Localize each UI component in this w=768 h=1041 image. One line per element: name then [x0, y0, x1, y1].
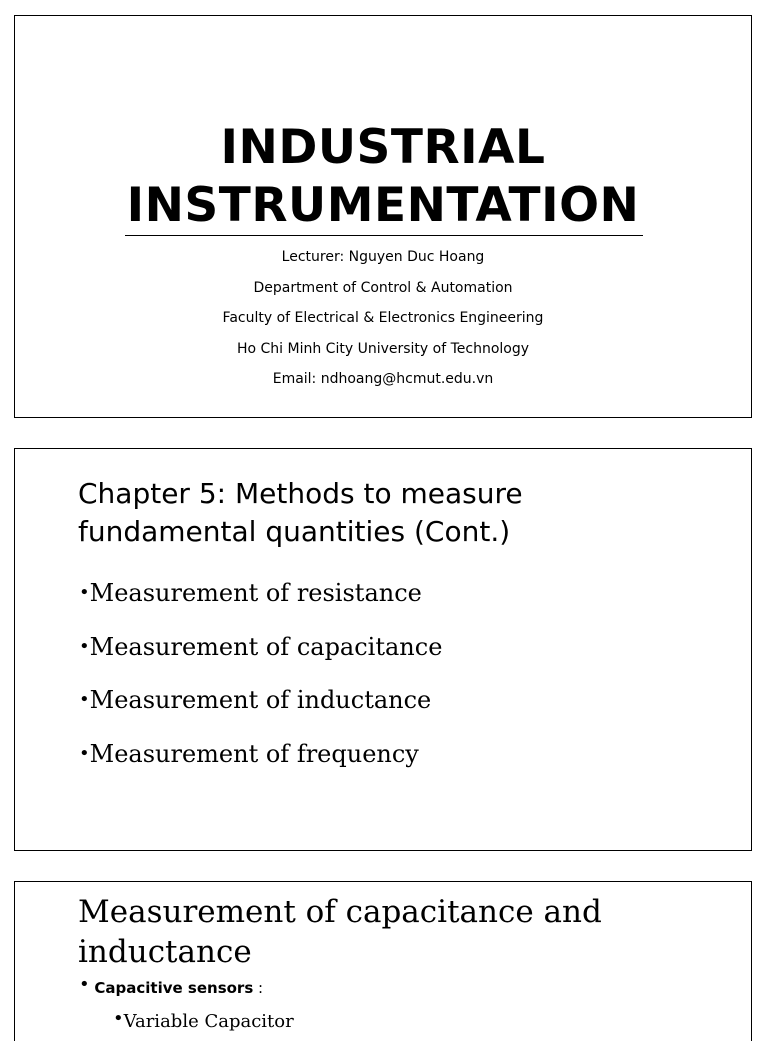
- title-line-2: INSTRUMENTATION: [126, 178, 640, 233]
- slide-title: Measurement of capacitance and inductance: [78, 894, 602, 970]
- lecturer-name: Lecturer: Nguyen Duc Hoang: [281, 249, 485, 265]
- list-item: [79, 627, 442, 681]
- topic-list: [79, 573, 442, 787]
- capacitance-slide: [14, 881, 752, 1041]
- department: Department of Control & Automation: [253, 279, 513, 296]
- chapter-slide: [14, 448, 752, 851]
- sub-list-item: [113, 1008, 294, 1032]
- presentation-title: [15, 119, 751, 235]
- list-item: [79, 974, 263, 997]
- list-item-text: Measurement of capacitance: [89, 632, 443, 661]
- chapter-title-line-1: Chapter 5: Methods to measure: [78, 477, 523, 510]
- list-item-text: Measurement of frequency: [89, 739, 419, 768]
- list-item: [79, 734, 442, 788]
- bullet-icon: •: [79, 582, 90, 603]
- list-item-text: Measurement of inductance: [89, 686, 432, 714]
- list-item: [79, 680, 442, 734]
- university: Ho Chi Minh City University of Technology: [236, 340, 530, 357]
- bullet-icon: •: [79, 974, 90, 995]
- title-divider: [125, 235, 643, 236]
- title-slide: [14, 15, 752, 418]
- bullet-icon: •: [79, 635, 90, 657]
- list-item-text: Measurement of resistance: [89, 579, 422, 607]
- sub-list-item-text: Variable Capacitor: [123, 1011, 294, 1032]
- lecturer-info: [15, 245, 751, 398]
- bullet-icon: •: [79, 742, 90, 764]
- label-suffix: :: [253, 979, 264, 997]
- title-line-1: INDUSTRIAL: [220, 120, 546, 175]
- bullet-icon: •: [79, 689, 90, 710]
- faculty: Faculty of Electrical & Electronics Engineering: [222, 310, 544, 326]
- chapter-title-line-2: fundamental quantities (Cont.): [78, 515, 511, 548]
- chapter-title: [78, 475, 523, 551]
- list-item: [79, 573, 442, 627]
- capacitive-sensors-label: Capacitive sensors: [94, 979, 254, 997]
- bullet-icon: •: [113, 1008, 124, 1029]
- email: Email: ndhoang@hcmut.edu.vn: [272, 371, 494, 387]
